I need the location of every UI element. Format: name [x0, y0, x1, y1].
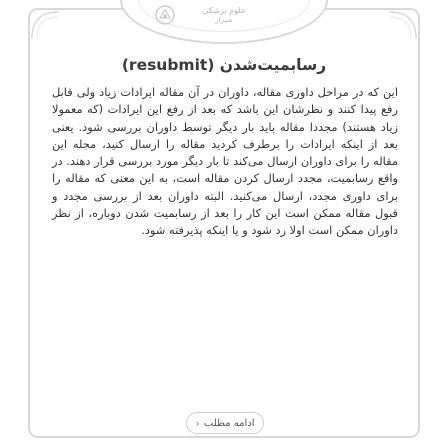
- article-body: این که در مراحل داوری مقاله، داوران در آن مقاله ایرادات زیاد ولی قابل رفع پیدا کنند و نظرشان این باشد که بعد از رفع این ایرادات (که معمولا زیاد هستند) مجددا مقاله باید بار دیگر توسط داوران بررسی شود. یعنی بعد از اینکه ایرادات را برطرف کردید مقاله را ارسال کنید، مجله این مقاله را برای داوران ارسال می‌کند تا بار دیگر مورد بررسی قرار دهند. در واقع رسابمیت، مجدد ارسال کردن مقاله است، به این معنی که مقاله را برای داوری مجدد، ارسال می‌کنید. البته داوران بعد از بررسی مجدد و قبول مقاله ممکن است این کار را بعد از رسابمیت شدن دوباره، از نظر داوران ممکن است اولا رد شود و یا اینکه پذیرفته شود.: [52, 85, 398, 238]
- corner-ornament-icon: [388, 10, 418, 40]
- university-logo-icon: [154, 4, 176, 26]
- chevron-left-icon: ‹: [195, 416, 200, 430]
- read-more-button[interactable]: [186, 412, 264, 434]
- logo-line1: علوم پزشکی: [202, 5, 246, 15]
- corner-ornament-icon: [30, 10, 60, 40]
- read-more-label: ادامه مطلب: [203, 417, 255, 429]
- logo-line2: شیراز: [215, 15, 233, 24]
- article-title: رسابمیت‌شدن (resubmit): [121, 56, 327, 74]
- header-logo: [182, 2, 266, 28]
